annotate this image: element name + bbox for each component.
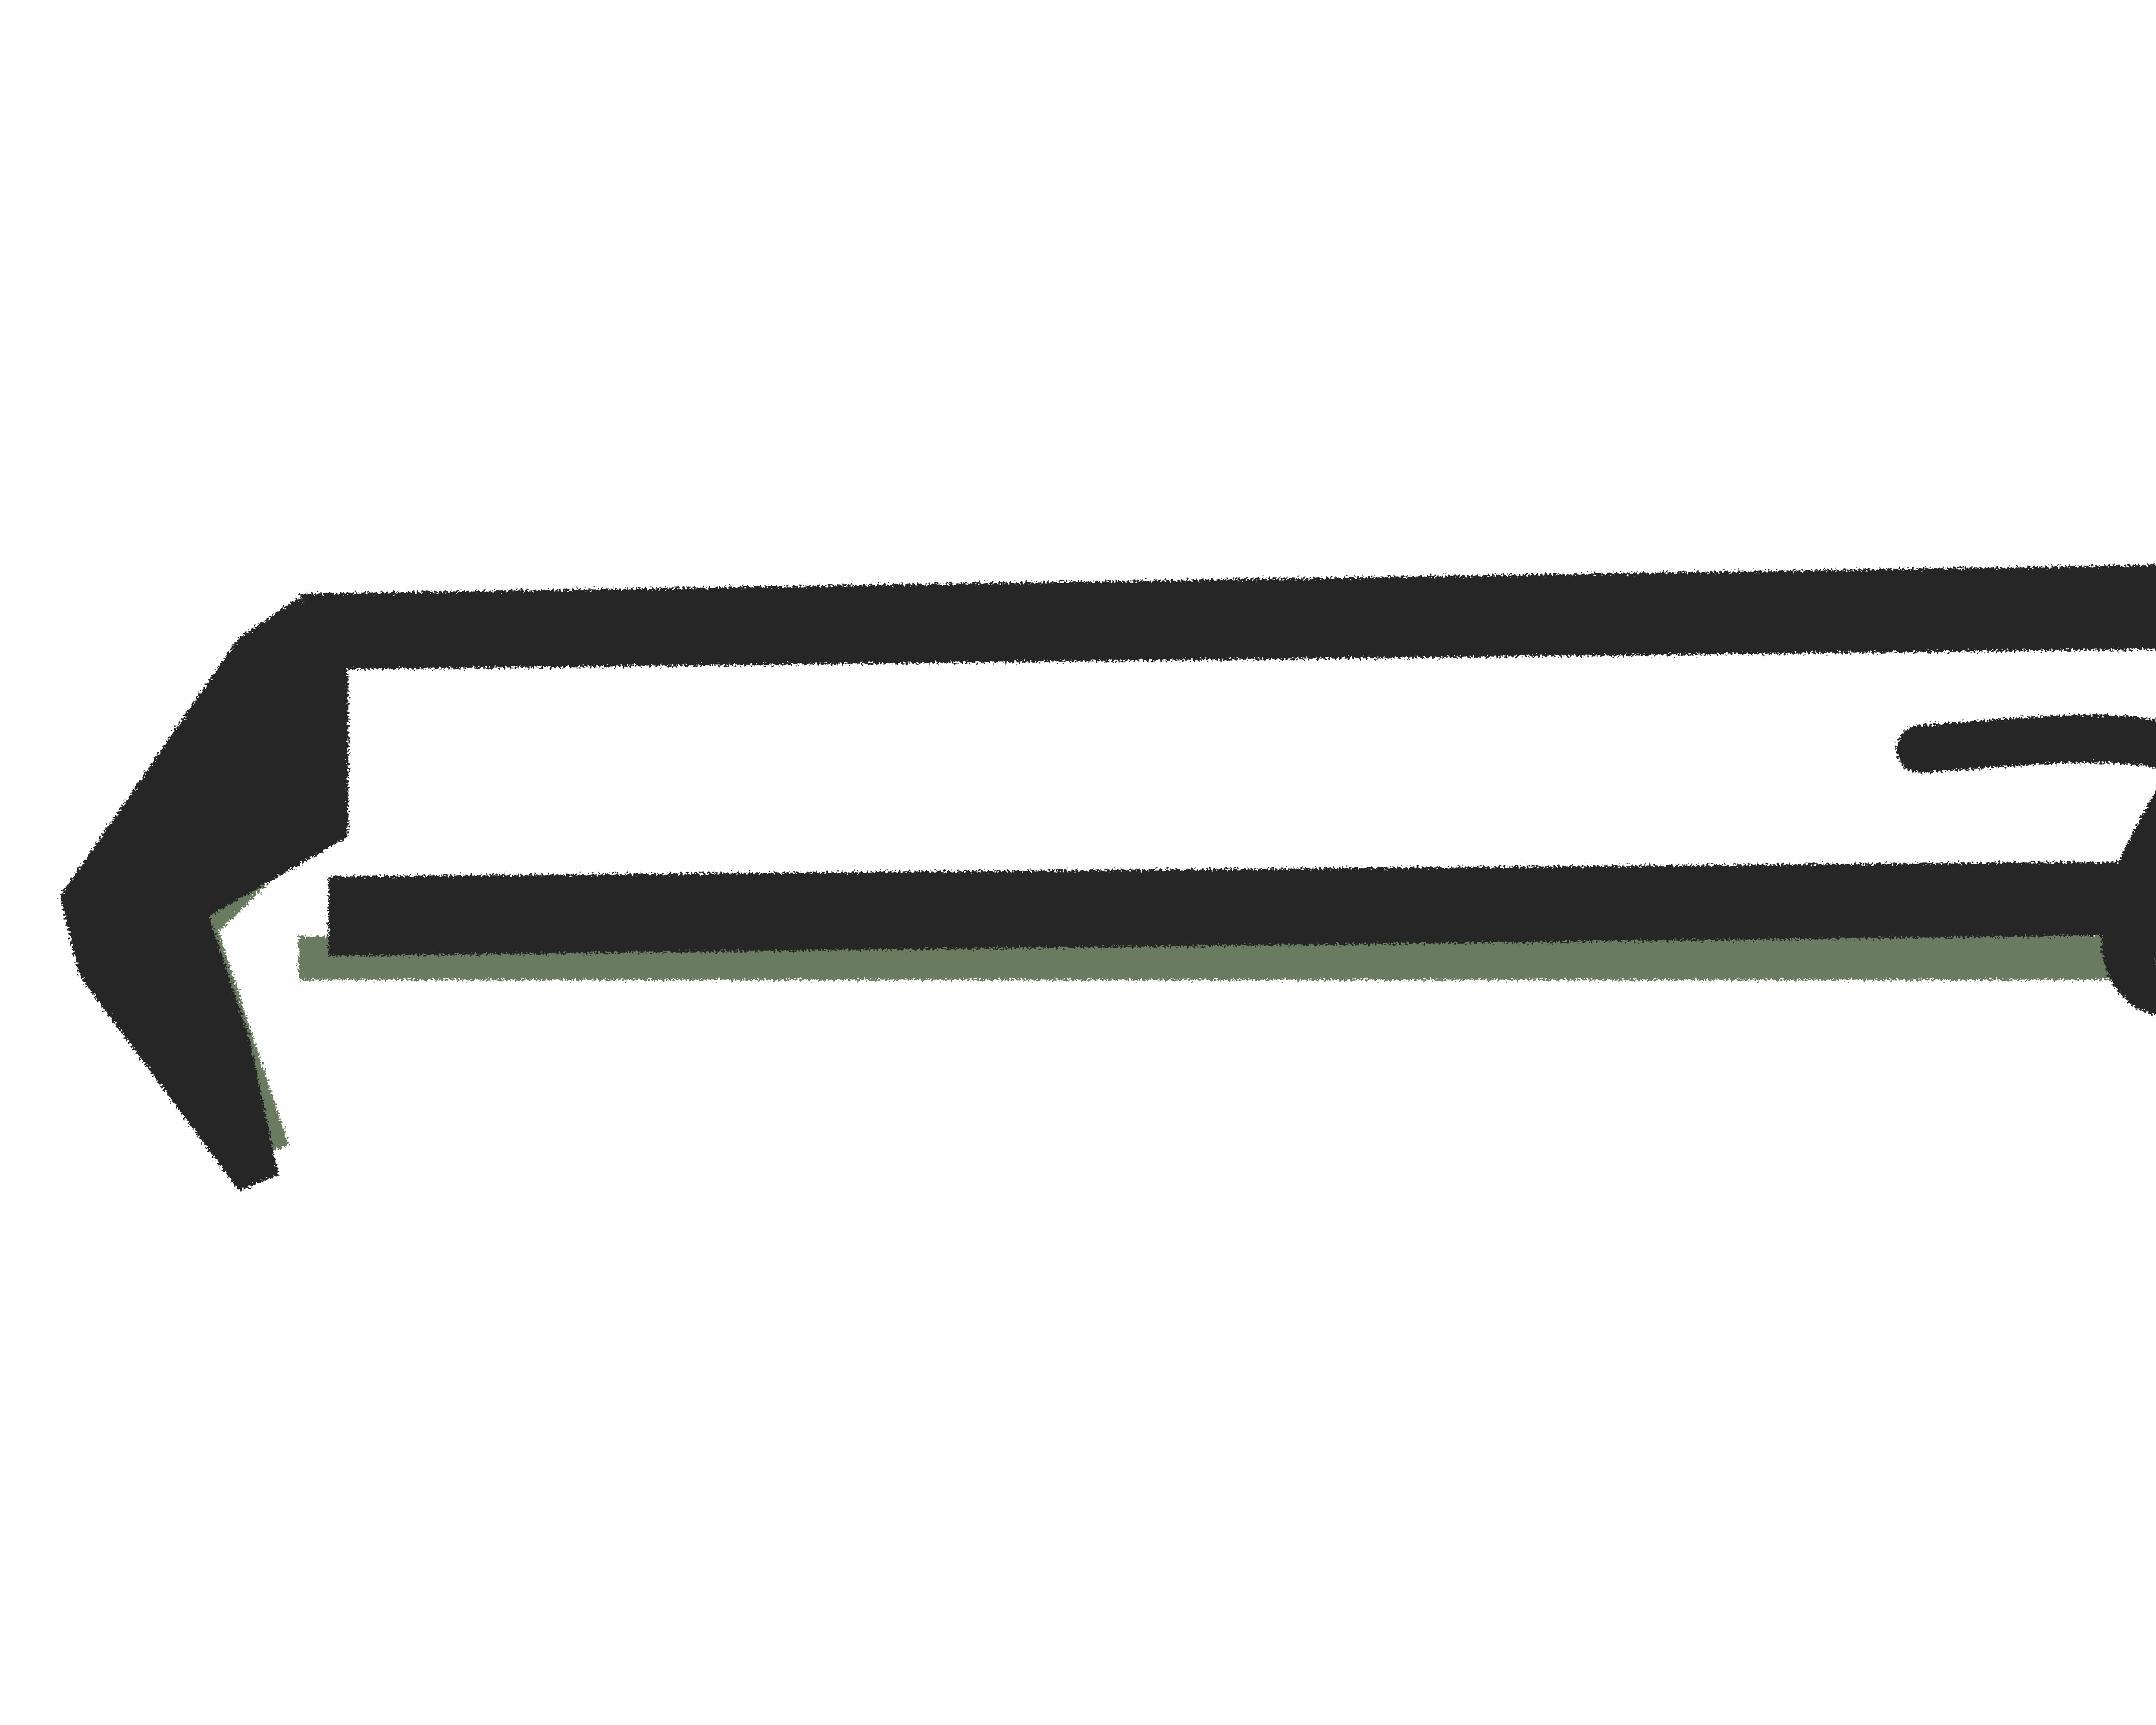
left-arrowhead (60, 598, 348, 1191)
arrow-outline (60, 554, 2156, 1191)
arrow-top-bar (298, 554, 2156, 670)
arrow-shadow (159, 777, 2156, 1165)
